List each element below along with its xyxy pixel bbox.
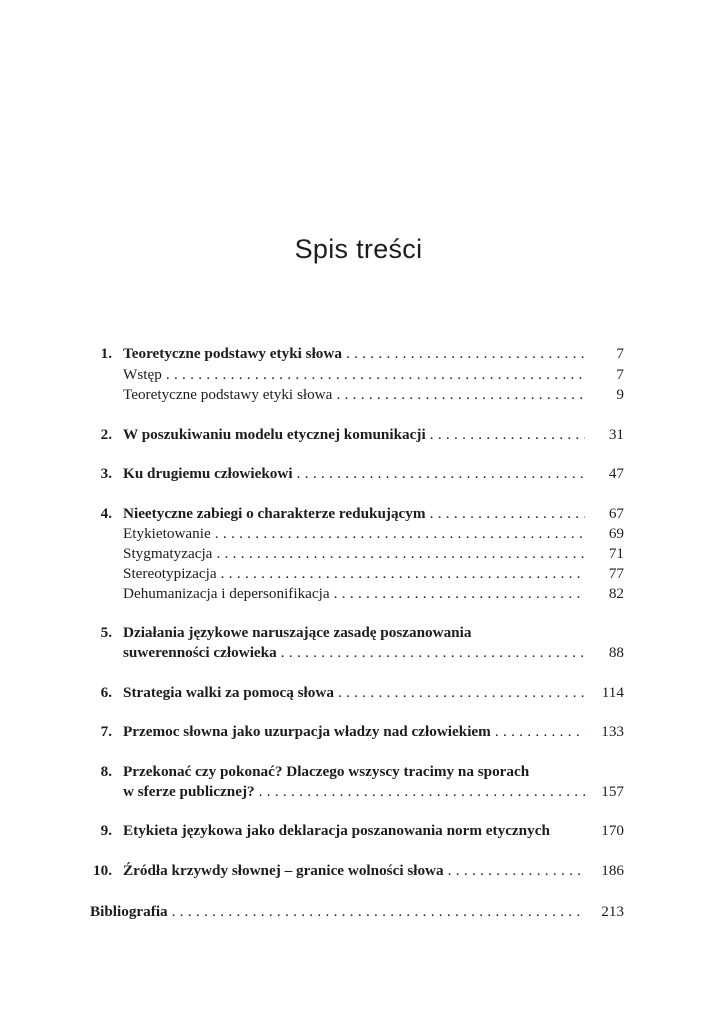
toc-entry [0,524,717,544]
toc-entry-title: Etykieta językowa jako deklaracja poszanowania norm etycznych [123,822,550,839]
toc-entry-number: 7. [100,723,112,740]
toc-entry-number: 10. [93,862,112,879]
toc-entry [0,564,717,584]
toc-entry-page: 133 [601,723,624,740]
toc-entry [0,861,717,881]
toc-entry-title: Działania językowe naruszające zasadę poszanowania [123,624,472,641]
toc-entry [0,902,717,922]
toc-entry [0,623,717,643]
toc-entry [0,584,717,604]
toc-entry-number: 1. [100,345,112,362]
toc-entry-title: Stygmatyzacja . . . [123,544,585,564]
toc-entry-title: Stereotypizacja . . . [123,564,585,584]
toc-entry-title: Strategia walki za pomocą słowa . . . [123,683,585,703]
toc-entry-page: 213 [601,903,624,920]
toc-entry-number: 6. [100,684,112,701]
toc-entry-page: 114 [601,684,624,701]
toc-entry [0,385,717,405]
toc-entry [0,365,717,385]
toc-entry [0,643,717,663]
toc-entry-title: Teoretyczne podstawy etyki słowa . . . [123,344,585,364]
toc-entry [0,344,717,364]
toc-entry-page: 31 [608,426,624,443]
page-title: Spis treści [294,234,423,264]
toc-entry [0,425,717,445]
toc-entry-title: w sferze publicznej? . . . [123,782,585,802]
toc-entry-page: 69 [608,525,624,542]
toc-entry-page: 157 [601,783,624,800]
toc-entry-number: 8. [100,763,112,780]
toc-entry-number: 3. [100,465,112,482]
toc-entry-title: Etykietowanie . . . [123,524,585,544]
toc-entry [0,722,717,742]
toc-entry-page: 71 [608,545,624,562]
toc-entry-title: Teoretyczne podstawy etyki słowa . . . [123,385,585,405]
toc-entry-number: 2. [100,426,112,443]
toc-entry-title: Wstęp . . . [123,365,585,385]
toc-entry-title: Źródła krzywdy słownej – granice wolności słowa . . . [123,861,585,881]
toc-entry-number: 4. [100,505,112,522]
toc-entry-title: Przekonać czy pokonać? Dlaczego wszyscy tracimy na sporach [123,763,530,780]
toc-entry-page: 47 [608,465,624,482]
toc-entry-page: 77 [608,565,624,582]
toc-entry [0,464,717,484]
toc-entry-title: Dehumanizacja i depersonifikacja . . . [123,584,585,604]
toc-entry-title: Nieetyczne zabiegi o charakterze redukującym . . . [123,504,585,524]
toc-entry-number: 5. [100,624,112,641]
toc-entry-title: Ku drugiemu człowiekowi . . . [123,464,585,484]
toc-entry-number: 9. [100,822,112,839]
toc-entry [0,782,717,802]
toc-entry-page: 186 [601,862,624,879]
toc-entry-page: 9 [616,386,624,403]
toc-entry-page: 7 [616,345,624,362]
toc-entry-title: suwerenności człowieka . . . [123,643,585,663]
toc-entry-page: 7 [616,366,624,383]
toc-entry-title: Przemoc słowna jako uzurpacja władzy nad człowiekiem . . . [123,722,585,742]
toc-entry [0,504,717,524]
toc-entry-page: 170 [601,822,624,839]
toc-entry-page: 82 [608,585,624,602]
toc-entry-page: 88 [608,644,624,661]
toc-entry [0,821,717,841]
toc-entry [0,762,717,782]
toc-entry-title: W poszukiwaniu modelu etycznej komunikacji . . . [123,425,585,445]
toc-entry-page: 67 [608,505,624,522]
toc-entry-title: Bibliografia . . . [90,902,585,922]
toc-entry [0,544,717,564]
toc-entry [0,683,717,703]
